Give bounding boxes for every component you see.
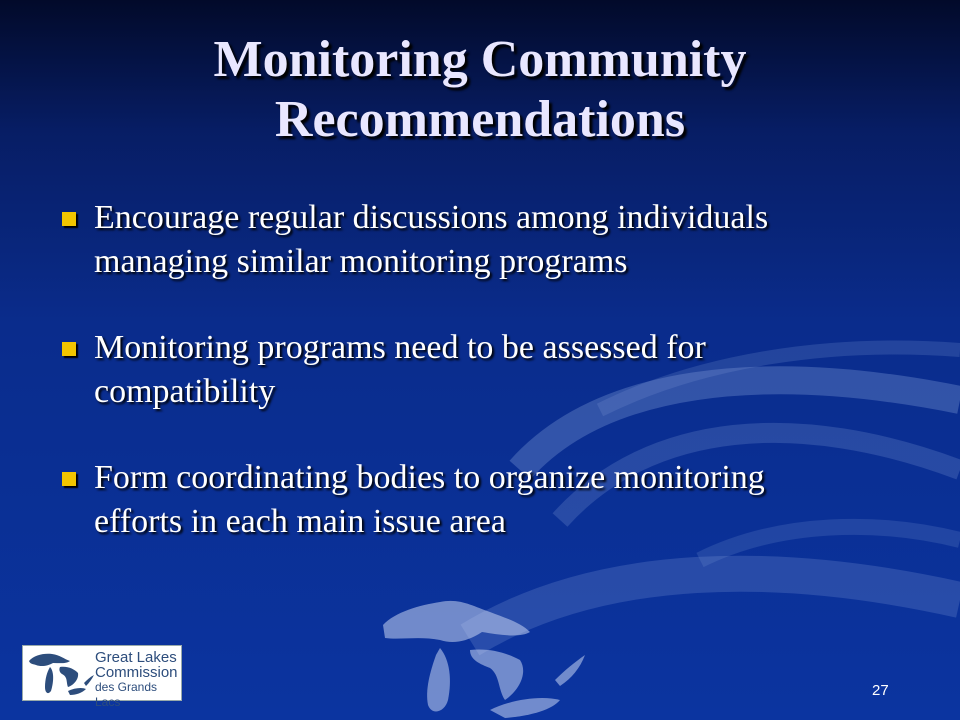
logo-text <box>95 650 181 710</box>
bullet-3-line-2: efforts in each main issue area <box>94 503 506 540</box>
great-lakes-commission-logo <box>22 645 182 709</box>
great-lakes-map-icon <box>26 649 96 697</box>
bullet-3-line-1: Form coordinating bodies to organize monitoring <box>94 459 765 496</box>
bullet-item-2 <box>56 326 916 414</box>
logo-text-line-3: des Grands Lacs <box>95 680 158 709</box>
bullet-item-3 <box>56 456 916 544</box>
bullet-1-line-2: managing similar monitoring programs <box>94 243 628 280</box>
slide-title <box>0 30 960 150</box>
bullet-2-line-2: compatibility <box>94 373 276 410</box>
title-line-1: Monitoring Community <box>213 31 747 88</box>
logo-text-line-1: Great Lakes <box>95 649 177 666</box>
bullet-list <box>56 196 916 586</box>
bullet-2-line-1: Monitoring programs need to be assessed for <box>94 329 706 366</box>
logo-text-line-2: Commission <box>95 664 178 681</box>
page-number: 27 <box>872 682 889 699</box>
square-bullet-icon <box>62 342 76 356</box>
bullet-1-line-1: Encourage regular discussions among individuals <box>94 199 769 236</box>
square-bullet-icon <box>62 472 76 486</box>
bullet-item-1 <box>56 196 916 284</box>
title-line-2: Recommendations <box>274 91 686 148</box>
square-bullet-icon <box>62 212 76 226</box>
